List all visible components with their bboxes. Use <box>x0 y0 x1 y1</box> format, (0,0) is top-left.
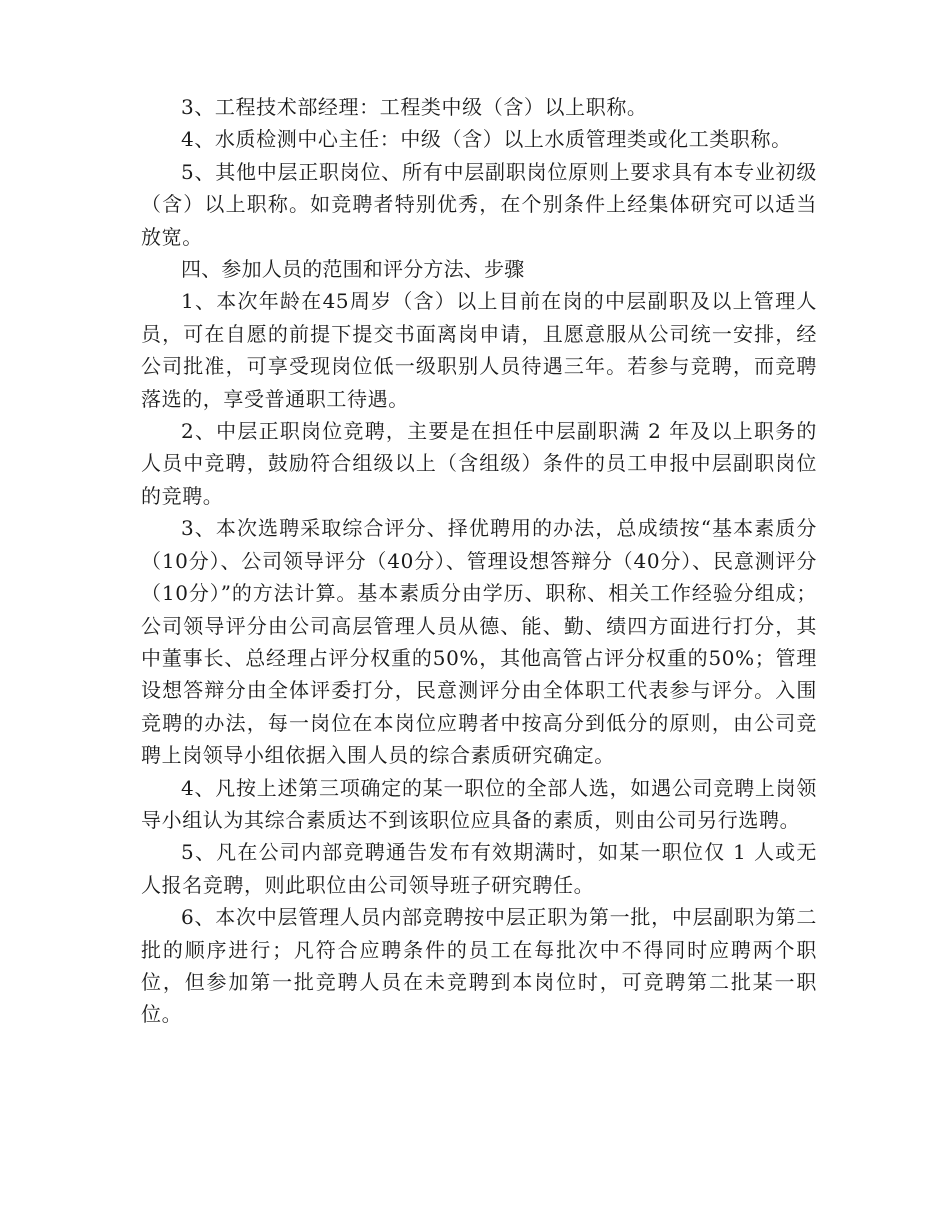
section-heading: 四、参加人员的范围和评分方法、步骤 <box>181 257 525 282</box>
paragraph-qualification-3: 3、工程技术部经理：工程类中级（含）以上职称。 <box>181 95 648 119</box>
document-body <box>141 91 817 1031</box>
paragraph-qualification-5: 5、其他中层正职岗位、所有中层副职岗位原则上要求具有本专业初级（含）以上职称。如竞聘者特别优秀，在个别条件上经集体研究可以适当放宽。 <box>141 159 817 249</box>
paragraph-rule-1: 1、本次年龄在45周岁（含）以上目前在岗的中层副职及以上管理人员，可在自愿的前提下提交书面离岗申请，且愿意服从公司统一安排，经公司批准，可享受现岗位低一级职别人员待遇三年。若参与竞聘，而竞聘落选的，享受普通职工待遇。 <box>141 289 817 411</box>
paragraph-rule-6: 6、本次中层管理人员内部竞聘按中层正职为第一批，中层副职为第二批的顺序进行；凡符合应聘条件的员工在每批次中不得同时应聘两个职位，但参加第一批竞聘人员在未竞聘到本岗位时，可竞聘第二批某一职位。 <box>141 905 817 1027</box>
paragraph-rule-4: 4、凡按上述第三项确定的某一职位的全部人选，如遇公司竞聘上岗领导小组认为其综合素质达不到该职位应具备的素质，则由公司另行选聘。 <box>141 775 817 832</box>
paragraph-rule-2: 2、中层正职岗位竞聘，主要是在担任中层副职满 2 年及以上职务的人员中竞聘，鼓励符合组级以上（含组级）条件的员工申报中层副职岗位的竞聘。 <box>141 419 817 508</box>
paragraph-rule-5: 5、凡在公司内部竞聘通告发布有效期满时，如某一职位仅 1 人或无人报名竞聘，则此职位由公司领导班子研究聘任。 <box>141 840 817 897</box>
paragraph-qualification-4: 4、水质检测中心主任：中级（含）以上水质管理类或化工类职称。 <box>181 127 792 152</box>
paragraph-rule-3: 3、本次选聘采取综合评分、择优聘用的办法，总成绩按“基本素质分（10分）、公司领导评分（40分）、管理设想答辩分（40分）、民意测评分（10分）”的方法计算。基本素质分由学历、职称、相关工作经验分组成；公司领导评分由公司高层管理人员从德、能、勤、绩四方面进行打分，其中董事长、总经理占评分权重的50%，其他高管占评分权重的50%；管理设想答辩分由全体评委打分，民意测评分由全体职工代表参与评分。入围竞聘的办法，每一岗位在本岗位应聘者中按高分到低分的原则，由公司竞聘上岗领导小组依据入围人员的综合素质研究确定。 <box>141 516 817 768</box>
